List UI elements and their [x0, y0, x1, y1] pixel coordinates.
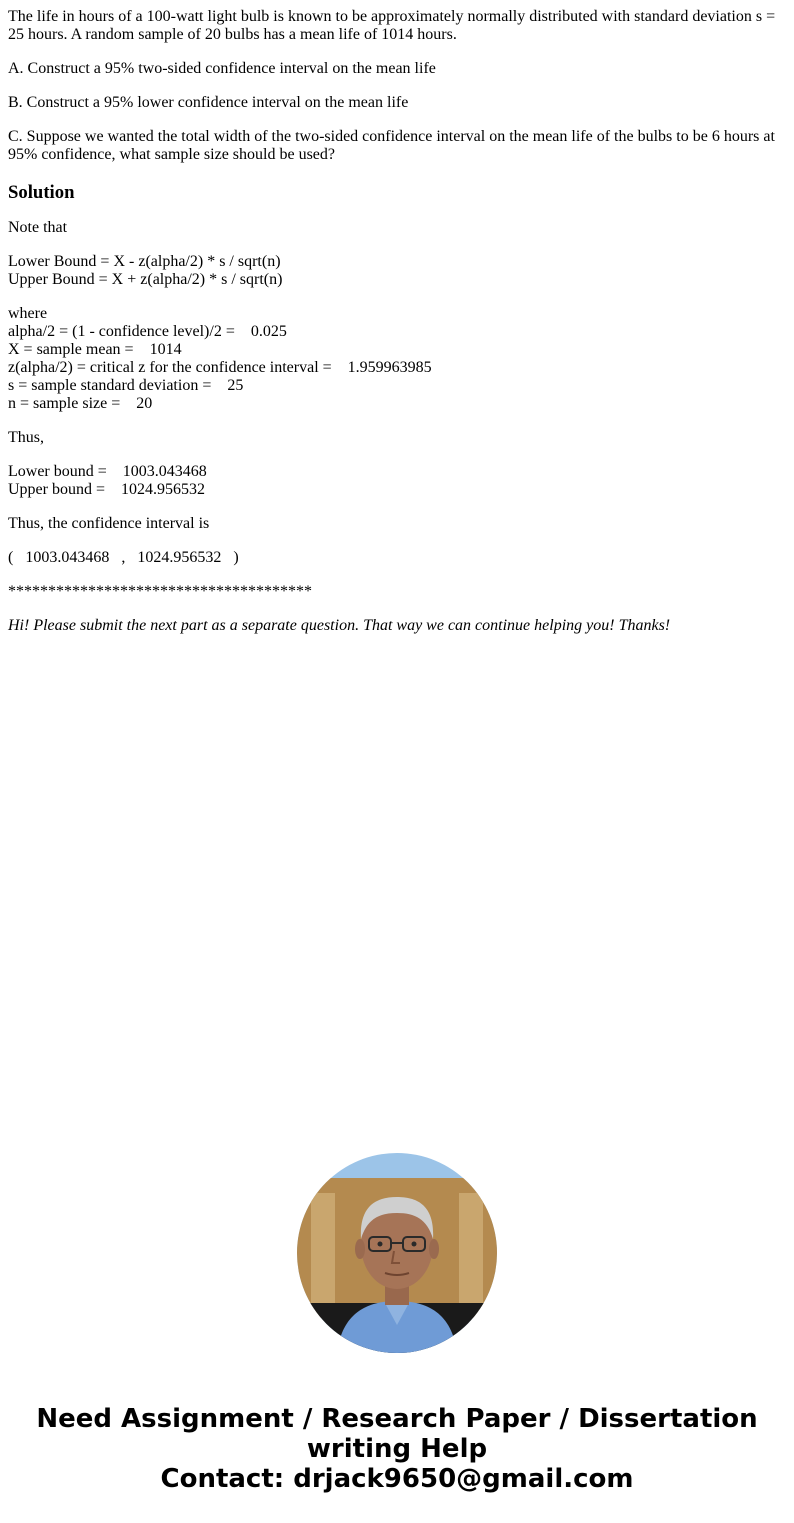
author-photo: [297, 1153, 497, 1353]
interval-intro-text: Thus, the confidence interval is: [8, 515, 210, 532]
closing-note: Hi! Please submit the next part as a separate question. That way we can continue helping you! Thanks!: [8, 617, 671, 634]
definition-sample-size: n = sample size = 20: [8, 395, 153, 412]
note-that-text: Note that: [8, 219, 68, 236]
question-part-b: B. Construct a 95% lower confidence interval on the mean life: [8, 94, 409, 111]
definition-alpha: alpha/2 = (1 - confidence level)/2 = 0.025: [8, 323, 287, 340]
promo-banner: [0, 1404, 794, 1494]
thus-text: Thus,: [8, 429, 44, 446]
lower-bound-value: Lower bound = 1003.043468: [8, 463, 207, 480]
where-text: where: [8, 305, 48, 322]
question-part-a: A. Construct a 95% two-sided confidence interval on the mean life: [8, 60, 436, 77]
confidence-interval: ( 1003.043468 , 1024.956532 ): [8, 549, 239, 566]
solution-heading: Solution: [8, 182, 75, 203]
formula-block: [8, 253, 786, 289]
lower-bound-formula: Lower Bound = X - z(alpha/2) * s / sqrt(n): [8, 253, 281, 270]
bounds-block: [8, 463, 786, 499]
separator-line: **************************************: [8, 583, 312, 600]
definition-mean: X = sample mean = 1014: [8, 341, 182, 358]
definitions-block: [8, 305, 786, 413]
question-part-c: C. Suppose we wanted the total width of the two-sided confidence interval on the mean life of the bulbs to be 6 hours at 95% confidence, what sample size should be used?: [8, 128, 775, 163]
upper-bound-value: Upper bound = 1024.956532: [8, 481, 206, 498]
document-body: [8, 8, 786, 651]
definition-critical-z: z(alpha/2) = critical z for the confidence interval = 1.959963985: [8, 359, 432, 376]
profile-photo-icon: [297, 1153, 497, 1353]
upper-bound-formula: Upper Bound = X + z(alpha/2) * s / sqrt(n): [8, 271, 283, 288]
question-intro: The life in hours of a 100-watt light bulb is known to be approximately normally distributed with standard deviation s = 25 hours. A random sample of 20 bulbs has a mean life of 1014 hours.: [8, 8, 776, 43]
promo-line-1: Need Assignment / Research Paper / Dissertation: [36, 1404, 758, 1434]
definition-std-dev: s = sample standard deviation = 25: [8, 377, 244, 394]
promo-contact: Contact: drjack9650@gmail.com: [160, 1464, 634, 1494]
promo-line-2: writing Help: [306, 1434, 488, 1464]
